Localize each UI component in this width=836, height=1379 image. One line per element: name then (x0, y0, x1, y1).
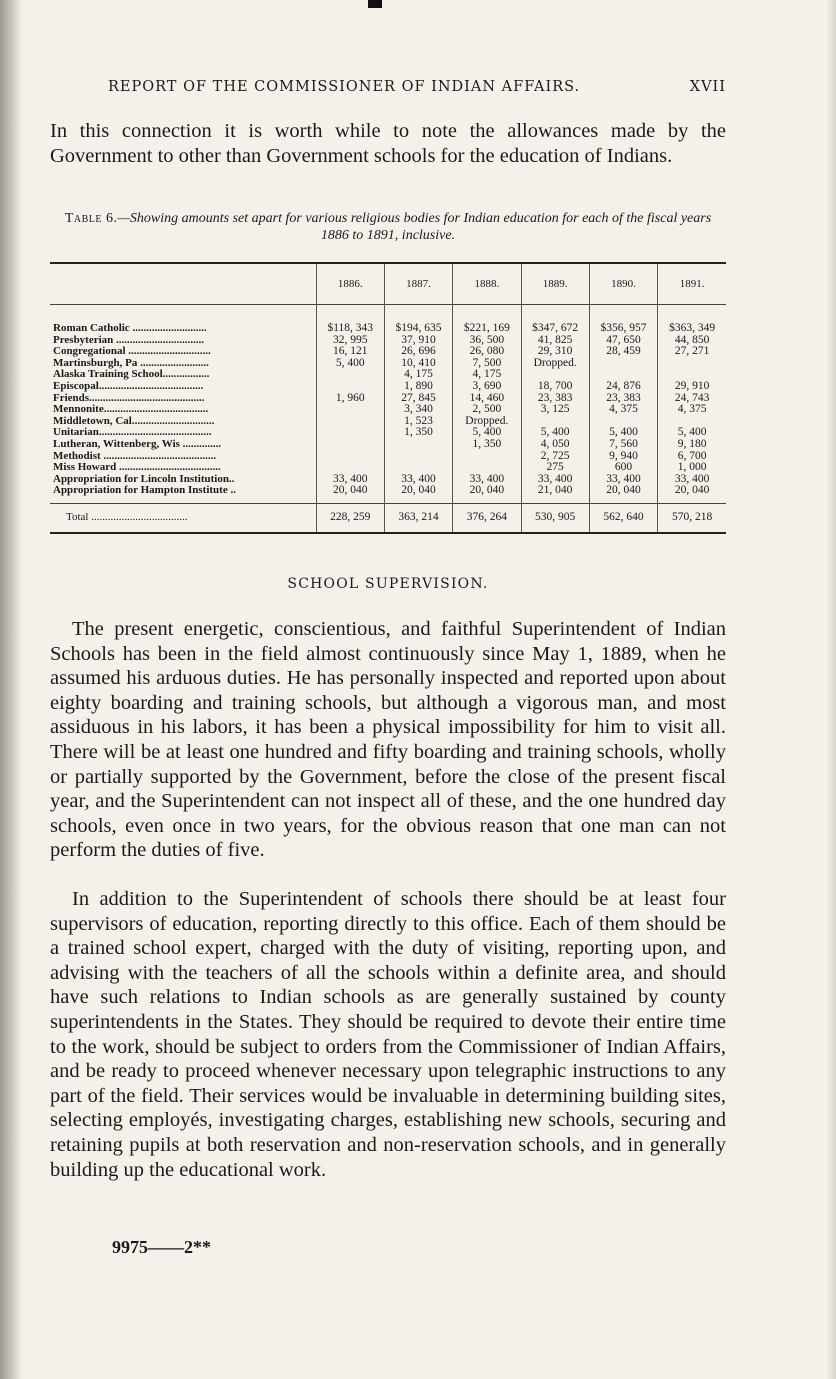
row-label: Roman Catholic ........................... (53, 322, 207, 334)
amount-cell: 376, 264 (453, 503, 521, 533)
amount-cell: 27, 845 (384, 393, 452, 405)
amount-cell: $347, 672 (521, 305, 589, 335)
scan-left-edge (0, 0, 22, 1379)
amount-cell: 36, 500 (453, 335, 521, 347)
amount-cell: 20, 040 (384, 485, 452, 503)
amount-cell: 3, 340 (384, 404, 452, 416)
amount-cell: 363, 214 (384, 503, 452, 533)
amount-cell (384, 462, 452, 474)
amount-cell (658, 416, 726, 428)
year-header: 1886. (316, 263, 384, 305)
amount-cell: 33, 400 (658, 474, 726, 486)
amount-cell: 41, 825 (521, 335, 589, 347)
amount-cell: 275 (521, 462, 589, 474)
table-body (50, 305, 726, 533)
amount-cell: 4, 050 (521, 439, 589, 451)
amount-cell: 2, 725 (521, 451, 589, 463)
amount-cell: 33, 400 (316, 474, 384, 486)
row-label: Methodist ......................................... (53, 450, 217, 462)
intro-paragraph: In this connection it is worth while to note the allowances made by the Government to other than Government schools for the education of Indians. (50, 120, 726, 167)
amount-cell: 14, 460 (453, 393, 521, 405)
amount-cell (453, 451, 521, 463)
amount-cell: 24, 876 (589, 381, 657, 393)
amount-cell: 5, 400 (316, 358, 384, 370)
amount-cell: 24, 743 (658, 393, 726, 405)
amount-cell: 37, 910 (384, 335, 452, 347)
amount-cell: 23, 383 (521, 393, 589, 405)
amount-cell: 33, 400 (384, 474, 452, 486)
year-header: 1891. (658, 263, 726, 305)
amount-cell: 5, 400 (521, 427, 589, 439)
row-label: Appropriation for Lincoln Institution.. (53, 473, 235, 485)
scan-mark (368, 0, 382, 8)
year-header: 1888. (453, 263, 521, 305)
amount-cell: 44, 850 (658, 335, 726, 347)
amount-cell (316, 404, 384, 416)
amount-cell: 21, 040 (521, 485, 589, 503)
year-header: 1887. (384, 263, 452, 305)
amount-cell: 530, 905 (521, 503, 589, 533)
amount-cell: 5, 400 (658, 427, 726, 439)
amount-cell: 20, 040 (589, 485, 657, 503)
amount-cell: 6, 700 (658, 451, 726, 463)
amount-cell (521, 416, 589, 428)
amount-cell (316, 439, 384, 451)
amount-cell (316, 462, 384, 474)
amount-cell: 4, 375 (658, 404, 726, 416)
amount-cell (316, 451, 384, 463)
amount-cell: $356, 957 (589, 305, 657, 335)
table-row (50, 451, 726, 463)
amount-cell: 1, 000 (658, 462, 726, 474)
amount-cell: 29, 910 (658, 381, 726, 393)
amount-cell: 570, 218 (658, 503, 726, 533)
amount-cell (316, 416, 384, 428)
amount-cell: 5, 400 (589, 427, 657, 439)
amount-cell: 20, 040 (316, 485, 384, 503)
year-header: 1889. (521, 263, 589, 305)
amount-cell: 3, 690 (453, 381, 521, 393)
amount-cell: 32, 995 (316, 335, 384, 347)
amount-cell: $118, 343 (316, 305, 384, 335)
amount-cell: 4, 375 (589, 404, 657, 416)
amount-cell (316, 369, 384, 381)
table-row (50, 346, 726, 358)
amount-cell: $363, 349 (658, 305, 726, 335)
table-row (50, 393, 726, 405)
row-label: Miss Howard ..................................... (53, 462, 221, 474)
row-label: Martinsburgh, Pa ......................... (53, 357, 209, 369)
amount-cell (453, 462, 521, 474)
row-label: Appropriation for Hampton Institute .. (53, 485, 236, 497)
header-title: REPORT OF THE COMMISSIONER OF INDIAN AFFAIRS. (108, 79, 581, 95)
amount-cell: $194, 635 (384, 305, 452, 335)
amount-cell: 2, 500 (453, 404, 521, 416)
row-label: Congregational .............................. (53, 346, 211, 358)
amount-cell (589, 369, 657, 381)
amount-cell: 18, 700 (521, 381, 589, 393)
year-header: 1890. (589, 263, 657, 305)
table-row (50, 474, 726, 486)
amount-cell: 16, 121 (316, 346, 384, 358)
table-header-row (50, 263, 726, 305)
amount-cell: 10, 410 (384, 358, 452, 370)
amount-cell: 3, 125 (521, 404, 589, 416)
table-row (50, 381, 726, 393)
amount-cell: 600 (589, 462, 657, 474)
row-label: Unitarian......................................... (53, 427, 212, 439)
row-label: Lutheran, Wittenberg, Wis .............. (53, 438, 222, 450)
amount-cell (658, 358, 726, 370)
amount-cell: 26, 080 (453, 346, 521, 358)
table-caption-text: —Showing amounts set apart for various religious bodies for Indian education for each of the fiscal years 1886 to 1891, inclusive. (117, 211, 712, 243)
table-row (50, 416, 726, 428)
section-heading: SCHOOL SUPERVISION. (287, 576, 489, 592)
amount-cell: 228, 259 (316, 503, 384, 533)
table-caption-label: Table 6. (64, 211, 118, 226)
amount-cell: 33, 400 (453, 474, 521, 486)
table-row (50, 335, 726, 347)
amount-cell: 33, 400 (589, 474, 657, 486)
amount-cell: Dropped. (521, 358, 589, 370)
amount-cell (316, 381, 384, 393)
amount-cell (316, 427, 384, 439)
amount-cell: 20, 040 (658, 485, 726, 503)
amount-cell (658, 369, 726, 381)
table-row (50, 485, 726, 503)
row-label: Episcopal...................................... (53, 380, 204, 392)
amount-cell (521, 369, 589, 381)
amount-cell: 5, 400 (453, 427, 521, 439)
amount-cell: Dropped. (453, 416, 521, 428)
table-caption (50, 210, 726, 244)
amount-cell: 29, 310 (521, 346, 589, 358)
table-row (50, 358, 726, 370)
row-label: Total ................................... (66, 511, 188, 524)
page-number: XVII (689, 79, 726, 95)
row-label: Alaska Training School................. (53, 369, 210, 381)
amount-cell: 27, 271 (658, 346, 726, 358)
amount-cell: 7, 560 (589, 439, 657, 451)
amount-cell (589, 358, 657, 370)
header-blank-cell (50, 263, 316, 305)
row-label: Friends.......................................... (53, 392, 205, 404)
table-row (50, 369, 726, 381)
supervision-paragraph-1: The present energetic, conscientious, and faithful Superintendent of Indian Schools has been in the field almost continuously since May 1, 1889, when he assumed his arduous duties. He has personally inspected and reported upon about eighty boarding and training schools, but although a vigorous man, and most assiduous in his labors, it has been a physical impossibility for him to visit all. There will be at least one hundred and fifty boarding and training schools, wholly or partially supported by the Government, before the close of the present fiscal year, and the Superintendent can not inspect all of these, and the one hundred day schools, even once in two years, for the obvious reason that one man can not perform the duties of five. (50, 618, 726, 862)
amount-cell: 1, 960 (316, 393, 384, 405)
amount-cell: 4, 175 (453, 369, 521, 381)
total-row (50, 503, 726, 533)
amount-cell: 562, 640 (589, 503, 657, 533)
amount-cell: 20, 040 (453, 485, 521, 503)
row-label: Presbyterian ................................ (53, 334, 205, 346)
amount-cell (384, 451, 452, 463)
amount-cell: 26, 696 (384, 346, 452, 358)
amount-cell: 7, 500 (453, 358, 521, 370)
amount-cell: 1, 890 (384, 381, 452, 393)
table-row (50, 439, 726, 451)
amount-cell: 4, 175 (384, 369, 452, 381)
amount-cell: 28, 459 (589, 346, 657, 358)
appropriations-table (50, 262, 726, 534)
table-row (50, 404, 726, 416)
amount-cell: 9, 940 (589, 451, 657, 463)
table-row (50, 427, 726, 439)
row-label: Middletown, Cal.............................. (53, 415, 215, 427)
amount-cell: 47, 650 (589, 335, 657, 347)
row-label: Mennonite...................................... (53, 404, 209, 416)
table-row (50, 305, 726, 335)
scan-right-edge (826, 0, 836, 1379)
amount-cell (589, 416, 657, 428)
amount-cell: 1, 523 (384, 416, 452, 428)
amount-cell: 23, 383 (589, 393, 657, 405)
printer-signature: 9975——2** (112, 1237, 211, 1257)
supervision-paragraph-2: In addition to the Superintendent of schools there should be at least four supervisors of education, reporting directly to this office. Each of them should be a trained school expert, charged with the duty of visiting, reporting upon, and advising with the teachers of all the schools within a definite area, and should have such relations to Indian schools as are generally sustained by county superintendents in the States. They should be required to devote their entire time to the work, should be subject to orders from the Commissioner of Indian Affairs, and be ready to proceed whenever necessary upon telegraphic instructions to any part of the field. Their services would be invaluable in determining building sites, selecting employés, investigating charges, establishing new schools, securing and retaining pupils at both reservation and non-reservation schools, and in generally building up the educational work. (50, 888, 726, 1181)
amount-cell: 1, 350 (384, 427, 452, 439)
running-header (108, 79, 726, 95)
amount-cell (384, 439, 452, 451)
amount-cell: $221, 169 (453, 305, 521, 335)
amount-cell: 1, 350 (453, 439, 521, 451)
amount-cell: 33, 400 (521, 474, 589, 486)
amount-cell: 9, 180 (658, 439, 726, 451)
table-row (50, 462, 726, 474)
